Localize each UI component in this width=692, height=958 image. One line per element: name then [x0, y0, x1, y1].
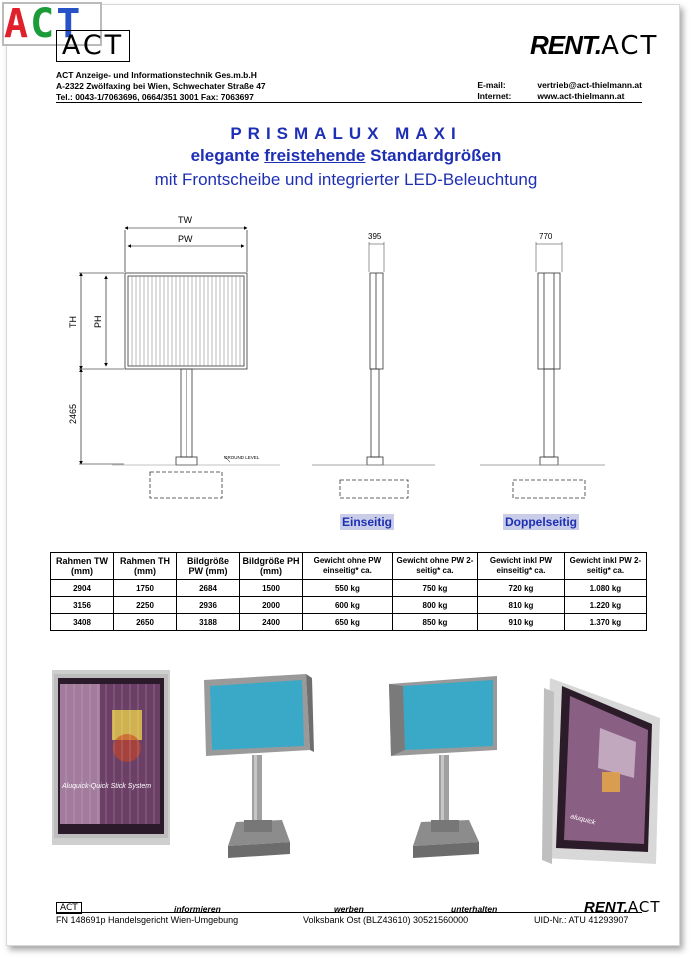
slogan-werben: werben	[334, 904, 364, 914]
footer-rent-act-logo	[584, 898, 661, 916]
table-cell: 720 kg	[478, 580, 565, 597]
logo-letter-a: A	[4, 1, 31, 47]
table-cell: 2684	[177, 580, 240, 597]
table-cell: 3408	[51, 614, 114, 631]
single-sided-label: Einseitig	[342, 515, 393, 529]
company-phone: Tel.: 0043-1/7063696, 0664/351 3001 Fax: 7063697	[56, 92, 254, 102]
table-cell: 1500	[240, 580, 303, 597]
table-cell: 2904	[51, 580, 114, 597]
col-header: Rahmen TW (mm)	[51, 553, 114, 580]
product-description: mit Frontscheibe und integrierter LED-Beleuchtung	[154, 170, 538, 189]
table-cell: 750 kg	[392, 580, 477, 597]
internet-label: Internet:	[477, 91, 512, 101]
rent-act-logo	[530, 30, 658, 61]
company-street: A-2322 Zwölfaxing bei Wien, Schwechater Straße 47	[56, 81, 266, 91]
photo-pylon-front	[198, 670, 316, 870]
table-cell: 850 kg	[392, 614, 477, 631]
subtitle-underlined: freistehende	[264, 146, 366, 165]
table-cell: 600 kg	[303, 597, 393, 614]
col-header: Gewicht ohne PW 2-seitig* ca.	[392, 553, 477, 580]
table-cell: 3156	[51, 597, 114, 614]
table-cell: 2936	[177, 597, 240, 614]
rent-logo-act: ACT	[601, 31, 659, 61]
table-cell: 2000	[240, 597, 303, 614]
front-view	[125, 273, 247, 498]
slogan-unterhalten: unterhalten	[451, 904, 498, 914]
col-header: Gewicht inkl PW 2-seitig* ca.	[564, 553, 646, 580]
footer-act-logo: ACT	[56, 902, 82, 914]
specification-table	[50, 552, 647, 631]
email-link[interactable]: vertrieb@act-thielmann.at	[537, 80, 642, 90]
table-cell: 2400	[240, 614, 303, 631]
footer-register: FN 148691p Handelsgericht Wien-Umgebung	[56, 915, 239, 925]
table-cell: 1.220 kg	[564, 597, 646, 614]
footer-rent-act: ACT	[627, 898, 661, 916]
table-header-row	[51, 553, 647, 580]
rent-logo-word: RENT.	[530, 30, 602, 60]
header-rule	[56, 102, 642, 103]
act-box-logo: ACT	[56, 30, 130, 62]
logo-letter-c: C	[30, 1, 57, 47]
table-cell: 650 kg	[303, 614, 393, 631]
subtitle-pre: elegante	[190, 146, 265, 165]
pw-label: PW	[178, 234, 193, 244]
product-subtitle	[0, 146, 692, 166]
table-row	[51, 614, 647, 631]
col-header: Bildgröße PH (mm)	[240, 553, 303, 580]
company-name: ACT Anzeige- und Informationstechnik Ges.m.b.H	[56, 70, 257, 80]
depth-double-label: 770	[539, 232, 553, 241]
table-cell: 1.080 kg	[564, 580, 646, 597]
table-cell: 810 kg	[478, 597, 565, 614]
col-header: Rahmen TH (mm)	[114, 553, 177, 580]
table-row	[51, 597, 647, 614]
email-label: E-mail:	[477, 80, 506, 90]
depth-single-label: 395	[368, 232, 382, 241]
footer-rule	[56, 912, 642, 913]
footer-bank: Volksbank Ost (BLZ43610) 30521560000	[303, 915, 469, 925]
table-cell: 550 kg	[303, 580, 393, 597]
side-view-double	[480, 242, 605, 498]
side-view-single	[312, 242, 435, 498]
footer-rent-word: RENT.	[584, 899, 628, 916]
footer-uid: UID-Nr.: ATU 41293907	[534, 915, 629, 925]
photo1-caption: Aluquick-Quick Stick System	[62, 783, 152, 790]
table-cell: 3188	[177, 614, 240, 631]
website-link[interactable]: www.act-thielmann.at	[537, 91, 625, 101]
double-sided-label: Doppelseitig	[505, 515, 578, 529]
col-header: Gewicht inkl PW einseitig* ca.	[478, 553, 565, 580]
photo-pylon-angle	[385, 670, 503, 870]
ground-level-label: GROUND LEVEL	[224, 455, 260, 460]
table-cell: 1.370 kg	[564, 614, 646, 631]
table-cell: 2250	[114, 597, 177, 614]
photo-frame-open	[540, 668, 670, 868]
company-address	[56, 70, 266, 103]
col-header: Gewicht ohne PW einseitig* ca.	[303, 553, 393, 580]
photo4-caption: aluquick	[569, 813, 597, 827]
col-header: Bildgröße PW (mm)	[177, 553, 240, 580]
tw-label: TW	[178, 215, 192, 225]
logo-letter-t: T	[56, 1, 83, 47]
th-label: TH	[68, 316, 78, 328]
ph-label: PH	[93, 315, 103, 328]
pole-height-label: 2465	[68, 403, 78, 424]
table-cell: 800 kg	[392, 597, 477, 614]
product-title: PRISMALUX MAXI	[230, 124, 462, 143]
contact-block	[477, 80, 642, 102]
photo-frame-closeup	[52, 670, 170, 845]
technical-drawing	[50, 210, 610, 510]
table-cell: 910 kg	[478, 614, 565, 631]
table-row	[51, 580, 647, 597]
table-cell: 1750	[114, 580, 177, 597]
subtitle-post: Standardgrößen	[365, 146, 502, 165]
slogan-informieren: informieren	[174, 904, 221, 914]
table-cell: 2650	[114, 614, 177, 631]
